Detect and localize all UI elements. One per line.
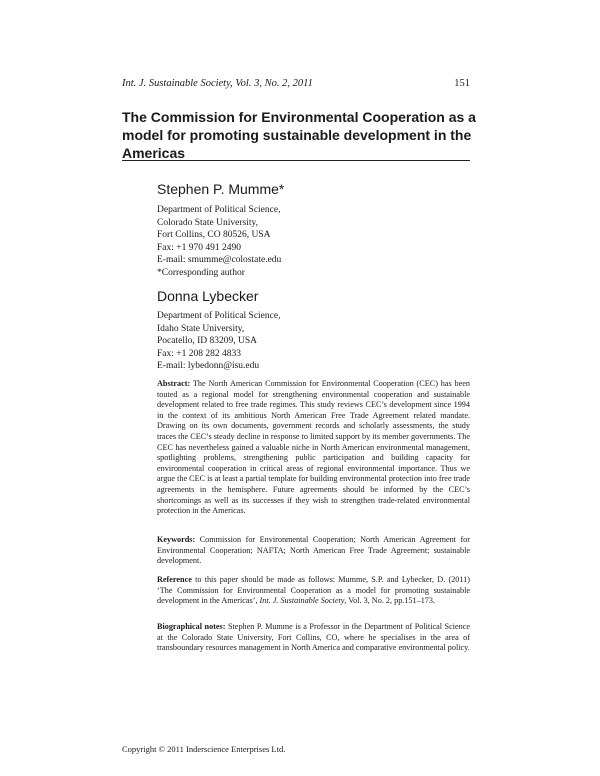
biographical-notes xyxy=(157,622,470,654)
affiliation-line: Department of Political Science, xyxy=(157,311,281,321)
copyright-notice: Copyright © 2011 Inderscience Enterprises Ltd. xyxy=(122,744,286,754)
reference-volume: , Vol. 3, No. 2, pp.151–173. xyxy=(344,596,436,606)
biographical-notes-label: Biographical notes: xyxy=(157,622,226,631)
page-number: 151 xyxy=(454,78,470,89)
affiliation-line: Fort Collins, CO 80526, USA xyxy=(157,230,271,240)
author-affiliation-1 xyxy=(157,204,281,279)
paper-title: The Commission for Environmental Cooperation as a model for promoting sustainable development in the Americas xyxy=(122,109,476,161)
affiliation-line: Fax: +1 208 282 4833 xyxy=(157,348,241,359)
keywords xyxy=(157,535,470,567)
affiliation-line: Fax: +1 970 491 2490 xyxy=(157,242,241,253)
affiliation-line: E-mail: smumme@colostate.edu xyxy=(157,255,282,265)
affiliation-line: Idaho State University, xyxy=(157,323,245,334)
affiliation-line: E-mail: lybedonn@isu.edu xyxy=(157,361,260,371)
author-name-1: Stephen P. Mumme* xyxy=(157,181,285,197)
abstract-label: Abstract: xyxy=(157,379,191,388)
abstract-text: The North American Commission for Environmental Cooperation (CEC) has been touted as a regional model for strengthening environmental cooperation and sustainable development related to free trade regimes. This study reviews CEC’s development since 1994 in the context of its ambitious North American Free Trade Agreement related mandate. Drawing on its own documents, government records and scholarly assessments, the study traces the CEC’s steady decline in response to limited support by its member governments. The CEC has nevertheless gained a valuable niche in North American environmental management, spotlighting problems, strengthening public participation and building capacity for environmental cooperation in critical areas of regional environmental importance. Thus we argue the CEC is at least a partial template for building environmental protection into free trade agreements in the hemisphere. Future agreements should be informed by the CEC’s shortcomings as well as its successes if they wish to strengthen trade-related environmental protection in the Americas. xyxy=(157,379,470,516)
journal-citation: Int. J. Sustainable Society, Vol. 3, No. 2, 2011 xyxy=(122,78,313,89)
author-affiliation-2 xyxy=(157,310,280,373)
biographical-notes-text: Stephen P. Mumme is a Professor in the Department of Political Science at the Colorado State University, Fort Collins, CO, where he specialises in the area of transboundary resources management in North America and comparative environmental policy. xyxy=(157,622,470,653)
reference xyxy=(157,575,470,607)
affiliation-line: Pocatello, ID 83209, USA xyxy=(157,336,258,346)
affiliation-line: Colorado State University, xyxy=(157,217,258,228)
reference-journal: Int. J. Sustainable Society xyxy=(259,596,345,606)
reference-label: Reference xyxy=(157,575,192,584)
reference-text: to this paper should be made as follows: Mumme, S.P. and Lybecker, D. (2011) ‘The Commission for Environmental Cooperation as a model for promoting sustainable development in the Americas’, xyxy=(157,575,470,606)
author-name-2: Donna Lybecker xyxy=(157,288,259,304)
abstract xyxy=(157,379,470,517)
title-divider xyxy=(122,160,470,161)
keywords-label: Keywords: xyxy=(157,535,196,544)
running-header xyxy=(122,78,470,89)
affiliation-line: Department of Political Science, xyxy=(157,205,281,215)
affiliation-line: *Corresponding author xyxy=(157,267,245,278)
keywords-text: Commission for Environmental Cooperation; North American Agreement for Environmental Cooperation; NAFTA; North American Free Trade Agreement; sustainable development. xyxy=(157,535,470,566)
